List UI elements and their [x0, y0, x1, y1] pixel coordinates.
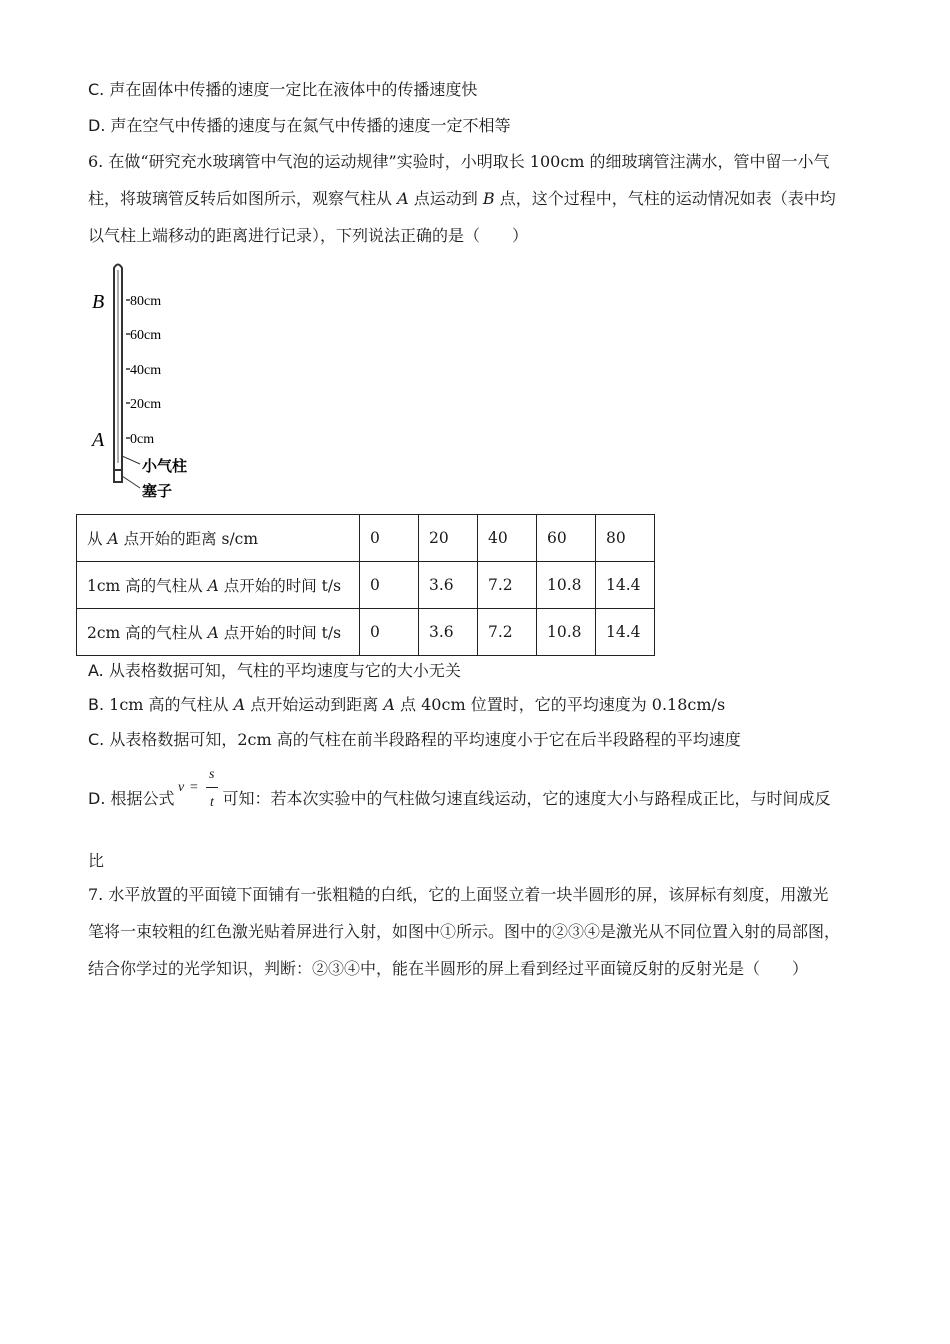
row-header: 1cm 高的气柱从 A 点开始的时间 t/s — [77, 562, 360, 609]
tick-label: 80cm — [130, 294, 162, 309]
option-b: B. 1cm 高的气柱从 A 点开始运动到距离 A 点 40cm 位置时，它的平均速度为 0.18cm/s — [88, 695, 726, 714]
table-row — [77, 609, 655, 656]
tick-label: 40cm — [130, 363, 162, 378]
q7-line-1: 7. 水平放置的平面镜下面铺有一张粗糙的白纸，它的上面竖立着一块半圆形的屏，该屏标有刻度，用激光 — [88, 885, 829, 904]
q6-line-3: 以气柱上端移动的距离进行记录），下列说法正确的是（ ） — [88, 226, 529, 245]
plug-label: 塞子 — [142, 482, 173, 500]
point-a-label: A — [92, 429, 105, 451]
option-d: D. 根据公式 可知：若本次实验中的气柱做匀速直线运动，它的速度大小与路程成正比，与时间成反 — [88, 789, 831, 808]
tick-label: 60cm — [130, 328, 162, 343]
tick-label: 0cm — [130, 432, 155, 447]
table-cell: 60 — [537, 515, 596, 562]
q7-line-3: 结合你学过的光学知识，判断：②③④中，能在半圆形的屏上看到经过平面镜反射的反射光是（ ） — [88, 959, 809, 978]
option-d-prev: D. 声在空气中传播的速度与在氮气中传播的速度一定不相等 — [88, 116, 511, 135]
table-cell: 0 — [360, 562, 419, 609]
table-row — [77, 515, 655, 562]
bubble-label: 小气柱 — [142, 457, 188, 475]
q6-line-1: 6. 在做“研究充水玻璃管中气泡的运动规律”实验时，小明取长 100cm 的细玻璃管注满水，管中留一小气 — [88, 152, 830, 171]
fraction-bar — [206, 787, 218, 788]
table-cell: 0 — [360, 609, 419, 656]
table-cell: 10.8 — [537, 562, 596, 609]
formula-v: v — [178, 780, 185, 795]
row-header: 2cm 高的气柱从 A 点开始的时间 t/s — [77, 609, 360, 656]
table-cell: 3.6 — [419, 609, 478, 656]
option-c: C. 从表格数据可知，2cm 高的气柱在前半段路程的平均速度小于它在后半段路程的平均速度 — [88, 730, 741, 749]
q7-line-2: 笔将一束较粗的红色激光贴着屏进行入射，如图中①所示。图中的②③④是激光从不同位置入射的局部图， — [88, 922, 841, 941]
tube-figure — [88, 258, 208, 508]
data-table — [76, 514, 655, 656]
table-cell: 7.2 — [478, 562, 537, 609]
table-cell: 80 — [596, 515, 655, 562]
table-cell: 7.2 — [478, 609, 537, 656]
option-a: A. 从表格数据可知，气柱的平均速度与它的大小无关 — [88, 661, 461, 680]
table-cell: 40 — [478, 515, 537, 562]
q6-line-2: 柱，将玻璃管反转后如图所示，观察气柱从 A 点运动到 B 点，这个过程中，气柱的运动情况如表（表中均 — [88, 189, 836, 208]
table-cell: 0 — [360, 515, 419, 562]
option-d-continued: 比 — [88, 851, 105, 870]
table-cell: 10.8 — [537, 609, 596, 656]
formula-eq: = — [190, 780, 198, 795]
option-c-prev: C. 声在固体中传播的速度一定比在液体中的传播速度快 — [88, 80, 478, 99]
point-b-label: B — [92, 291, 105, 313]
tick-label: 20cm — [130, 397, 162, 412]
table-cell: 20 — [419, 515, 478, 562]
table-cell: 3.6 — [419, 562, 478, 609]
formula-t: t — [210, 795, 214, 810]
table-cell: 14.4 — [596, 562, 655, 609]
row-header: 从 A 点开始的距离 s/cm — [77, 515, 360, 562]
formula-s: s — [209, 767, 215, 782]
table-cell: 14.4 — [596, 609, 655, 656]
table-row — [77, 562, 655, 609]
